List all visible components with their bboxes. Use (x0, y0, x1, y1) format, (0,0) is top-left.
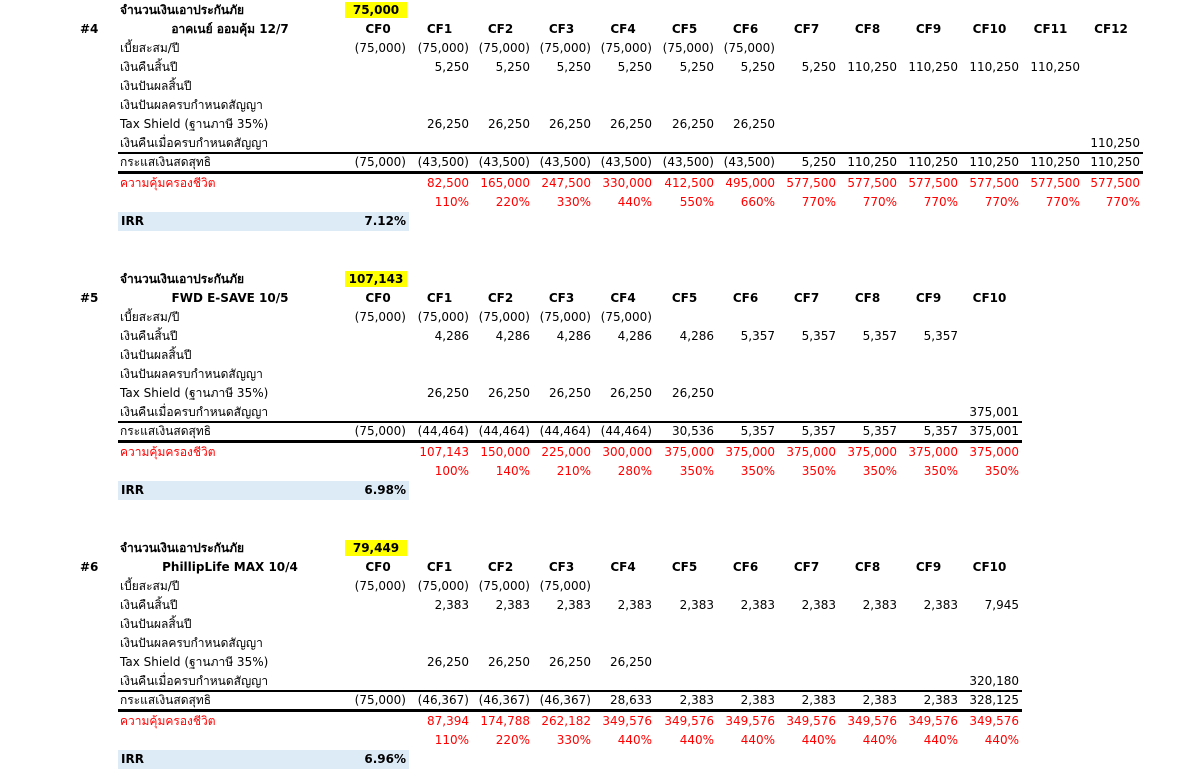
table-cell: 28,633 (610, 693, 652, 707)
life-coverage-label: ความคุ้มครองชีวิต (120, 445, 216, 459)
row-label: เงินปันผลครบกำหนดสัญญา (120, 367, 263, 381)
column-header: CF6 (732, 560, 759, 574)
net-cashflow-label: กระแสเงินสดสุทธิ (120, 693, 212, 707)
table-cell: 375,000 (908, 445, 958, 459)
table-cell: (75,000) (478, 41, 530, 55)
table-cell: 770% (984, 195, 1019, 209)
table-cell: 440% (679, 733, 714, 747)
table-cell: (43,500) (662, 155, 714, 169)
column-header: CF9 (915, 22, 942, 36)
table-cell: 100% (434, 464, 469, 478)
column-header: CF6 (732, 22, 759, 36)
table-cell: 550% (679, 195, 714, 209)
table-cell: (75,000) (354, 310, 406, 324)
irr-label: IRR (121, 483, 144, 497)
table-cell: (75,000) (417, 310, 469, 324)
table-cell: 5,250 (434, 60, 469, 74)
table-cell: 5,250 (495, 60, 530, 74)
table-cell: 4,286 (556, 329, 591, 343)
table-cell: 5,357 (801, 424, 836, 438)
column-header: CF10 (972, 560, 1007, 574)
table-cell: 110% (434, 195, 469, 209)
column-header: CF10 (972, 22, 1007, 36)
row-label: เงินคืนสิ้นปี (120, 598, 178, 612)
table-cell: 577,500 (908, 176, 958, 190)
table-cell: 2,383 (740, 693, 775, 707)
table-cell: 2,383 (679, 598, 714, 612)
table-cell: 5,250 (801, 155, 836, 169)
table-cell: 26,250 (733, 117, 775, 131)
row-label: เงินปันผลครบกำหนดสัญญา (120, 636, 263, 650)
table-cell: 26,250 (549, 386, 591, 400)
table-cell: (43,500) (539, 155, 591, 169)
table-cell: 220% (495, 733, 530, 747)
table-cell: (43,500) (478, 155, 530, 169)
table-cell: 770% (1045, 195, 1080, 209)
irr-value: 6.98% (364, 483, 406, 497)
net-cashflow-label: กระแสเงินสดสุทธิ (120, 155, 212, 169)
table-cell: 375,000 (786, 445, 836, 459)
table-cell: 2,383 (862, 693, 897, 707)
table-cell: 26,250 (488, 655, 530, 669)
column-header: CF10 (972, 291, 1007, 305)
row-label: เงินคืนเมื่อครบกำหนดสัญญา (120, 136, 269, 150)
column-header: CF9 (915, 560, 942, 574)
table-cell: (46,367) (539, 693, 591, 707)
net-cashflow-label: กระแสเงินสดสุทธิ (120, 424, 212, 438)
table-cell: 110,250 (1090, 136, 1140, 150)
row-label: Tax Shield (ฐานภาษี 35%) (120, 117, 269, 131)
table-cell: 375,000 (969, 445, 1019, 459)
net-row-bottom-border (118, 171, 1143, 174)
net-row-bottom-border (118, 709, 1022, 712)
sum-insured-label: จำนวนเงินเอาประกันภัย (120, 3, 245, 17)
table-cell: 350% (801, 464, 836, 478)
column-header: CF4 (610, 291, 636, 305)
table-cell: (75,000) (417, 41, 469, 55)
table-cell: 5,357 (923, 424, 958, 438)
table-cell: 110,250 (908, 155, 958, 169)
sum-insured-label: จำนวนเงินเอาประกันภัย (120, 541, 245, 555)
row-label: เบี้ยสะสม/ปี (120, 310, 180, 324)
row-label: เบี้ยสะสม/ปี (120, 579, 180, 593)
table-cell: (75,000) (600, 310, 652, 324)
column-header: CF8 (854, 22, 881, 36)
table-cell: 2,383 (556, 598, 591, 612)
table-cell: 660% (740, 195, 775, 209)
table-cell: 2,383 (495, 598, 530, 612)
table-cell: 26,250 (610, 386, 652, 400)
table-cell: 350% (923, 464, 958, 478)
block-id: #4 (80, 22, 99, 36)
table-cell: 174,788 (480, 714, 530, 728)
table-cell: 2,383 (923, 598, 958, 612)
table-cell: (43,500) (600, 155, 652, 169)
column-header: CF3 (548, 560, 575, 574)
row-label: เบี้ยสะสม/ปี (120, 41, 180, 55)
table-cell: (75,000) (354, 41, 406, 55)
table-cell: (75,000) (354, 693, 406, 707)
column-header: CF12 (1094, 22, 1128, 36)
table-cell: 2,383 (923, 693, 958, 707)
table-cell: 349,576 (969, 714, 1019, 728)
table-cell: 5,357 (740, 424, 775, 438)
table-cell: 4,286 (495, 329, 530, 343)
table-cell: 375,000 (725, 445, 775, 459)
table-cell: 5,250 (679, 60, 714, 74)
row-label: Tax Shield (ฐานภาษี 35%) (120, 386, 269, 400)
column-header: CF5 (671, 560, 698, 574)
irr-label: IRR (121, 214, 144, 228)
row-label: เงินปันผลสิ้นปี (120, 348, 192, 362)
table-cell: 440% (862, 733, 897, 747)
table-cell: (44,464) (539, 424, 591, 438)
block-id: #6 (80, 560, 99, 574)
column-header: CF7 (793, 291, 820, 305)
table-cell: 440% (617, 733, 652, 747)
table-cell: 577,500 (1030, 176, 1080, 190)
product-name: FWD E-SAVE 10/5 (171, 291, 289, 305)
table-cell: 2,383 (801, 693, 836, 707)
life-coverage-label: ความคุ้มครองชีวิต (120, 714, 216, 728)
table-cell: (75,000) (354, 579, 406, 593)
table-cell: 110,250 (1030, 60, 1080, 74)
column-header: CF5 (671, 291, 698, 305)
table-cell: 150,000 (480, 445, 530, 459)
table-cell: 375,000 (847, 445, 897, 459)
column-header: CF2 (487, 22, 514, 36)
table-cell: (46,367) (417, 693, 469, 707)
column-header: CF4 (610, 560, 636, 574)
column-header: CF9 (915, 291, 942, 305)
table-cell: 440% (801, 733, 836, 747)
table-cell: 2,383 (740, 598, 775, 612)
column-header: CF1 (426, 560, 453, 574)
life-coverage-label: ความคุ้มครองชีวิต (120, 176, 216, 190)
table-cell: 110,250 (847, 60, 897, 74)
table-cell: 26,250 (488, 117, 530, 131)
table-cell: (46,367) (478, 693, 530, 707)
table-cell: 328,125 (969, 693, 1019, 707)
table-cell: 5,357 (862, 424, 897, 438)
table-cell: 110% (434, 733, 469, 747)
table-cell: 2,383 (862, 598, 897, 612)
table-cell: 5,250 (617, 60, 652, 74)
table-cell: 26,250 (427, 117, 469, 131)
table-cell: 110,250 (847, 155, 897, 169)
table-cell: 210% (556, 464, 591, 478)
table-cell: 26,250 (672, 386, 714, 400)
table-cell: 349,576 (602, 714, 652, 728)
table-cell: 5,250 (801, 60, 836, 74)
row-label: เงินปันผลสิ้นปี (120, 79, 192, 93)
table-cell: 26,250 (672, 117, 714, 131)
table-cell: 87,394 (427, 714, 469, 728)
table-cell: 577,500 (969, 176, 1019, 190)
block-id: #5 (80, 291, 99, 305)
table-cell: 7,945 (984, 598, 1019, 612)
row-label: เงินคืนสิ้นปี (120, 60, 178, 74)
column-header: CF11 (1033, 22, 1068, 36)
table-cell: 350% (679, 464, 714, 478)
table-cell: 5,357 (801, 329, 836, 343)
table-cell: 26,250 (427, 655, 469, 669)
table-cell: (43,500) (723, 155, 775, 169)
column-header: CF6 (732, 291, 759, 305)
table-cell: 330% (556, 195, 591, 209)
table-cell: 440% (740, 733, 775, 747)
column-header: CF2 (487, 291, 514, 305)
table-cell: 5,357 (923, 329, 958, 343)
table-cell: 110,250 (1030, 155, 1080, 169)
column-header: CF1 (426, 291, 453, 305)
row-label: เงินปันผลสิ้นปี (120, 617, 192, 631)
table-cell: (75,000) (539, 41, 591, 55)
table-cell: 349,576 (725, 714, 775, 728)
table-cell: 350% (862, 464, 897, 478)
table-cell: 280% (617, 464, 652, 478)
table-cell: 26,250 (610, 117, 652, 131)
table-cell: 349,576 (847, 714, 897, 728)
table-cell: 350% (984, 464, 1019, 478)
column-header: CF5 (671, 22, 698, 36)
table-cell: 577,500 (847, 176, 897, 190)
table-cell: 30,536 (672, 424, 714, 438)
table-cell: 770% (923, 195, 958, 209)
table-cell: 349,576 (908, 714, 958, 728)
table-cell: (43,500) (417, 155, 469, 169)
table-cell: 440% (923, 733, 958, 747)
table-cell: 330,000 (602, 176, 652, 190)
table-cell: 349,576 (664, 714, 714, 728)
row-label: Tax Shield (ฐานภาษี 35%) (120, 655, 269, 669)
table-cell: 110,250 (1090, 155, 1140, 169)
table-cell: 110,250 (908, 60, 958, 74)
table-cell: (75,000) (417, 579, 469, 593)
table-cell: 5,250 (740, 60, 775, 74)
table-cell: 350% (740, 464, 775, 478)
table-cell: 26,250 (427, 386, 469, 400)
column-header: CF7 (793, 560, 820, 574)
row-label: เงินคืนเมื่อครบกำหนดสัญญา (120, 674, 269, 688)
table-cell: (75,000) (600, 41, 652, 55)
table-cell: 770% (1105, 195, 1140, 209)
table-cell: 4,286 (434, 329, 469, 343)
column-header: CF3 (548, 22, 575, 36)
column-header: CF3 (548, 291, 575, 305)
table-cell: 4,286 (617, 329, 652, 343)
table-cell: 375,001 (969, 405, 1019, 419)
table-cell: 4,286 (679, 329, 714, 343)
table-cell: 770% (801, 195, 836, 209)
sum-insured-value: 79,449 (345, 540, 407, 556)
row-label: เงินปันผลครบกำหนดสัญญา (120, 98, 263, 112)
irr-value: 7.12% (364, 214, 406, 228)
table-cell: 2,383 (679, 693, 714, 707)
table-cell: (75,000) (354, 424, 406, 438)
column-header: CF8 (854, 291, 881, 305)
table-cell: 110,250 (969, 60, 1019, 74)
table-cell: 2,383 (801, 598, 836, 612)
table-cell: (75,000) (539, 579, 591, 593)
table-cell: 2,383 (617, 598, 652, 612)
table-cell: (44,464) (600, 424, 652, 438)
table-cell: 577,500 (786, 176, 836, 190)
net-row-bottom-border (118, 440, 1022, 443)
table-cell: (75,000) (478, 310, 530, 324)
table-cell: 225,000 (541, 445, 591, 459)
table-cell: 26,250 (549, 655, 591, 669)
table-cell: 412,500 (664, 176, 714, 190)
table-cell: (75,000) (539, 310, 591, 324)
table-cell: 300,000 (602, 445, 652, 459)
table-cell: 5,250 (556, 60, 591, 74)
table-cell: 262,182 (541, 714, 591, 728)
table-cell: (75,000) (354, 155, 406, 169)
column-header: CF7 (793, 22, 820, 36)
table-cell: 2,383 (434, 598, 469, 612)
table-cell: 330% (556, 733, 591, 747)
table-cell: 247,500 (541, 176, 591, 190)
product-name: PhillipLife MAX 10/4 (162, 560, 298, 574)
table-cell: 440% (984, 733, 1019, 747)
row-label: เงินคืนเมื่อครบกำหนดสัญญา (120, 405, 269, 419)
table-cell: 440% (617, 195, 652, 209)
column-header: CF2 (487, 560, 514, 574)
column-header: CF0 (365, 291, 391, 305)
table-cell: 107,143 (419, 445, 469, 459)
column-header: CF0 (365, 22, 391, 36)
table-cell: 375,000 (664, 445, 714, 459)
table-cell: 140% (495, 464, 530, 478)
column-header: CF0 (365, 560, 391, 574)
table-cell: 26,250 (488, 386, 530, 400)
product-name: อาคเนย์ ออมคุ้ม 12/7 (171, 22, 289, 36)
table-cell: (75,000) (723, 41, 775, 55)
sum-insured-value: 75,000 (345, 2, 407, 18)
column-header: CF8 (854, 560, 881, 574)
table-cell: 26,250 (610, 655, 652, 669)
table-cell: 5,357 (862, 329, 897, 343)
table-cell: (44,464) (417, 424, 469, 438)
table-cell: 495,000 (725, 176, 775, 190)
table-cell: 770% (862, 195, 897, 209)
table-cell: 375,001 (969, 424, 1019, 438)
table-cell: 26,250 (549, 117, 591, 131)
column-header: CF4 (610, 22, 636, 36)
table-cell: (44,464) (478, 424, 530, 438)
table-cell: 320,180 (969, 674, 1019, 688)
table-cell: (75,000) (478, 579, 530, 593)
table-cell: 165,000 (480, 176, 530, 190)
table-cell: 220% (495, 195, 530, 209)
irr-value: 6.96% (364, 752, 406, 766)
irr-label: IRR (121, 752, 144, 766)
table-cell: 82,500 (427, 176, 469, 190)
sum-insured-value: 107,143 (345, 271, 407, 287)
table-cell: 110,250 (969, 155, 1019, 169)
sum-insured-label: จำนวนเงินเอาประกันภัย (120, 272, 245, 286)
table-cell: 5,357 (740, 329, 775, 343)
table-cell: 349,576 (786, 714, 836, 728)
table-cell: (75,000) (662, 41, 714, 55)
row-label: เงินคืนสิ้นปี (120, 329, 178, 343)
table-cell: 577,500 (1090, 176, 1140, 190)
column-header: CF1 (426, 22, 453, 36)
